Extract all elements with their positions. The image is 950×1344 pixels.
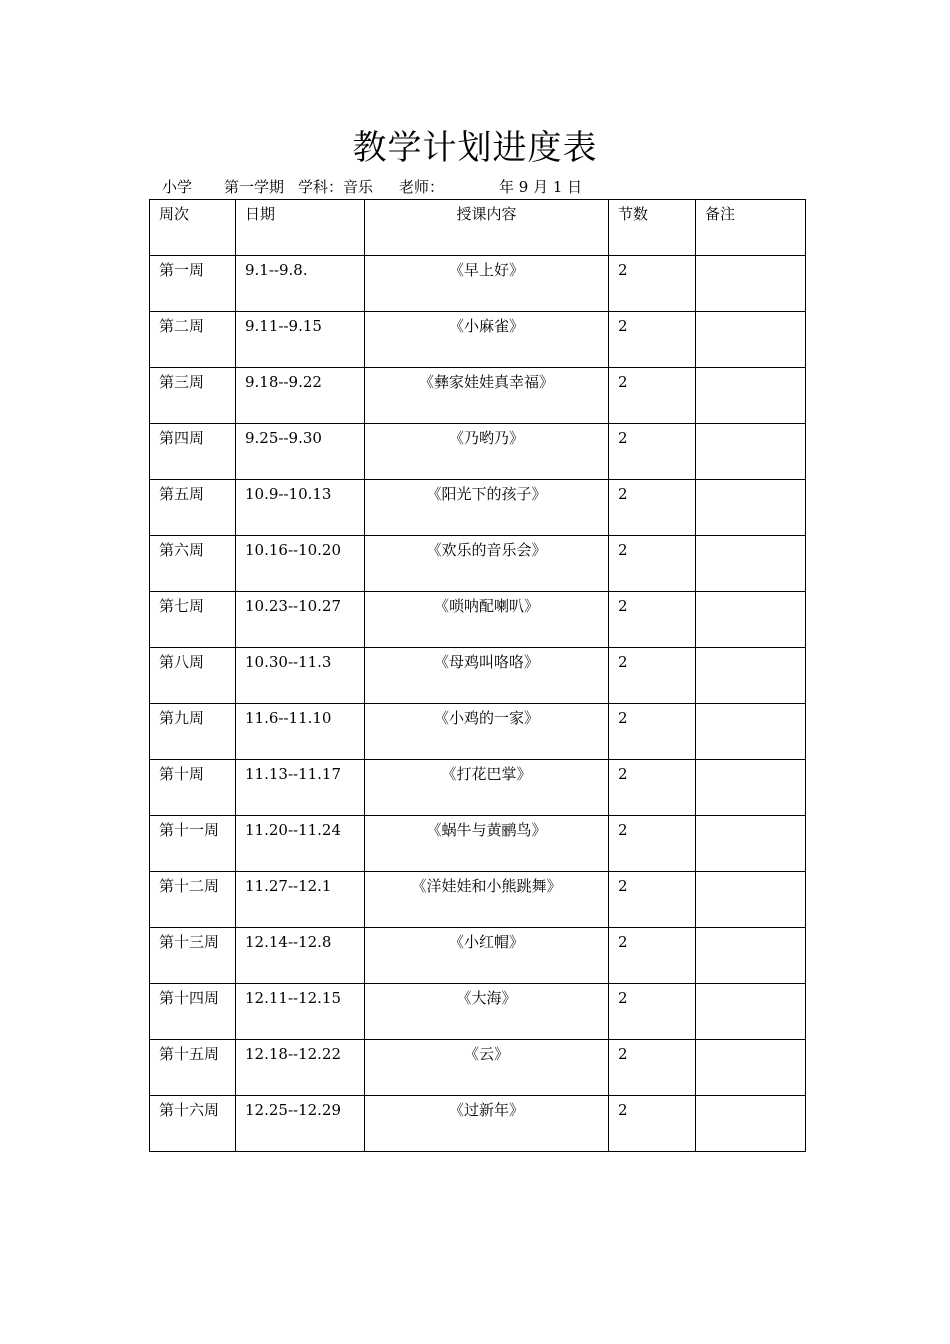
cell-lessons: 2 bbox=[609, 704, 696, 760]
cell-content: 《早上好》 bbox=[365, 256, 609, 312]
cell-lessons: 2 bbox=[609, 872, 696, 928]
cell-content: 《过新年》 bbox=[365, 1096, 609, 1152]
cell-date: 9.1--9.8. bbox=[236, 256, 365, 312]
cell-content: 《欢乐的音乐会》 bbox=[365, 536, 609, 592]
table-row bbox=[150, 816, 806, 872]
subject-label: 学科：音乐 bbox=[298, 178, 374, 196]
cell-week: 第八周 bbox=[150, 648, 236, 704]
cell-content: 《乃哟乃》 bbox=[365, 424, 609, 480]
cell-note bbox=[696, 480, 806, 536]
cell-content: 《洋娃娃和小熊跳舞》 bbox=[365, 872, 609, 928]
cell-week: 第六周 bbox=[150, 536, 236, 592]
cell-date: 9.18--9.22 bbox=[236, 368, 365, 424]
cell-date: 12.11--12.15 bbox=[236, 984, 365, 1040]
cell-lessons: 2 bbox=[609, 760, 696, 816]
cell-note bbox=[696, 368, 806, 424]
teacher-label: 老师： bbox=[399, 178, 445, 196]
cell-content: 《小鸡的一家》 bbox=[365, 704, 609, 760]
cell-week: 第十六周 bbox=[150, 1096, 236, 1152]
cell-lessons: 2 bbox=[609, 984, 696, 1040]
table-row bbox=[150, 704, 806, 760]
cell-note bbox=[696, 592, 806, 648]
cell-content: 《打花巴掌》 bbox=[365, 760, 609, 816]
cell-content: 《大海》 bbox=[365, 984, 609, 1040]
table-row bbox=[150, 536, 806, 592]
cell-date: 9.25--9.30 bbox=[236, 424, 365, 480]
cell-date: 10.23--10.27 bbox=[236, 592, 365, 648]
cell-week: 第三周 bbox=[150, 368, 236, 424]
cell-lessons: 2 bbox=[609, 1096, 696, 1152]
cell-note bbox=[696, 984, 806, 1040]
cell-date: 9.11--9.15 bbox=[236, 312, 365, 368]
table-row bbox=[150, 872, 806, 928]
cell-note bbox=[696, 256, 806, 312]
cell-date: 10.30--11.3 bbox=[236, 648, 365, 704]
cell-lessons: 2 bbox=[609, 480, 696, 536]
cell-week: 第十四周 bbox=[150, 984, 236, 1040]
cell-week: 第九周 bbox=[150, 704, 236, 760]
cell-lessons: 2 bbox=[609, 312, 696, 368]
cell-content: 《云》 bbox=[365, 1040, 609, 1096]
cell-date: 10.16--10.20 bbox=[236, 536, 365, 592]
cell-note bbox=[696, 872, 806, 928]
cell-content: 《母鸡叫咯咯》 bbox=[365, 648, 609, 704]
cell-week: 第二周 bbox=[150, 312, 236, 368]
cell-content: 《小红帽》 bbox=[365, 928, 609, 984]
header-week: 周次 bbox=[150, 200, 236, 256]
table-row bbox=[150, 648, 806, 704]
cell-note bbox=[696, 648, 806, 704]
table-row bbox=[150, 760, 806, 816]
table-row bbox=[150, 1096, 806, 1152]
cell-date: 11.27--12.1 bbox=[236, 872, 365, 928]
header-content: 授课内容 bbox=[365, 200, 609, 256]
table-row bbox=[150, 424, 806, 480]
cell-content: 《彝家娃娃真幸福》 bbox=[365, 368, 609, 424]
cell-week: 第十五周 bbox=[150, 1040, 236, 1096]
table-row bbox=[150, 984, 806, 1040]
cell-date: 10.9--10.13 bbox=[236, 480, 365, 536]
table-row bbox=[150, 312, 806, 368]
cell-lessons: 2 bbox=[609, 592, 696, 648]
header-note: 备注 bbox=[696, 200, 806, 256]
cell-content: 《小麻雀》 bbox=[365, 312, 609, 368]
cell-lessons: 2 bbox=[609, 928, 696, 984]
cell-date: 12.25--12.29 bbox=[236, 1096, 365, 1152]
cell-content: 《蜗牛与黄鹂鸟》 bbox=[365, 816, 609, 872]
cell-week: 第七周 bbox=[150, 592, 236, 648]
cell-lessons: 2 bbox=[609, 368, 696, 424]
header-lessons: 节数 bbox=[609, 200, 696, 256]
cell-date: 11.13--11.17 bbox=[236, 760, 365, 816]
cell-note bbox=[696, 1096, 806, 1152]
cell-content: 《阳光下的孩子》 bbox=[365, 480, 609, 536]
table-row bbox=[150, 1040, 806, 1096]
table-body bbox=[150, 256, 806, 1152]
cell-note bbox=[696, 1040, 806, 1096]
cell-lessons: 2 bbox=[609, 1040, 696, 1096]
cell-lessons: 2 bbox=[609, 424, 696, 480]
cell-note bbox=[696, 704, 806, 760]
school-label: 小学 bbox=[162, 178, 193, 196]
cell-date: 12.18--12.22 bbox=[236, 1040, 365, 1096]
cell-lessons: 2 bbox=[609, 648, 696, 704]
cell-content: 《唢呐配喇叭》 bbox=[365, 592, 609, 648]
cell-note bbox=[696, 816, 806, 872]
page-title: 教学计划进度表 bbox=[352, 128, 598, 168]
date-label: 年 9 月 1 日 bbox=[499, 178, 583, 196]
cell-note bbox=[696, 760, 806, 816]
term-label: 第一学期 bbox=[224, 178, 285, 196]
table-row bbox=[150, 480, 806, 536]
cell-week: 第十三周 bbox=[150, 928, 236, 984]
cell-lessons: 2 bbox=[609, 536, 696, 592]
schedule-table bbox=[149, 199, 806, 1152]
cell-date: 11.6--11.10 bbox=[236, 704, 365, 760]
cell-note bbox=[696, 536, 806, 592]
cell-date: 12.14--12.8 bbox=[236, 928, 365, 984]
cell-note bbox=[696, 928, 806, 984]
table-row bbox=[150, 592, 806, 648]
cell-lessons: 2 bbox=[609, 256, 696, 312]
cell-week: 第五周 bbox=[150, 480, 236, 536]
cell-note bbox=[696, 424, 806, 480]
cell-week: 第四周 bbox=[150, 424, 236, 480]
cell-date: 11.20--11.24 bbox=[236, 816, 365, 872]
table-header-row bbox=[150, 200, 806, 256]
cell-week: 第十周 bbox=[150, 760, 236, 816]
table-row bbox=[150, 368, 806, 424]
cell-week: 第十一周 bbox=[150, 816, 236, 872]
cell-lessons: 2 bbox=[609, 816, 696, 872]
table-row bbox=[150, 256, 806, 312]
header-date: 日期 bbox=[236, 200, 365, 256]
table-row bbox=[150, 928, 806, 984]
cell-week: 第一周 bbox=[150, 256, 236, 312]
cell-note bbox=[696, 312, 806, 368]
cell-week: 第十二周 bbox=[150, 872, 236, 928]
